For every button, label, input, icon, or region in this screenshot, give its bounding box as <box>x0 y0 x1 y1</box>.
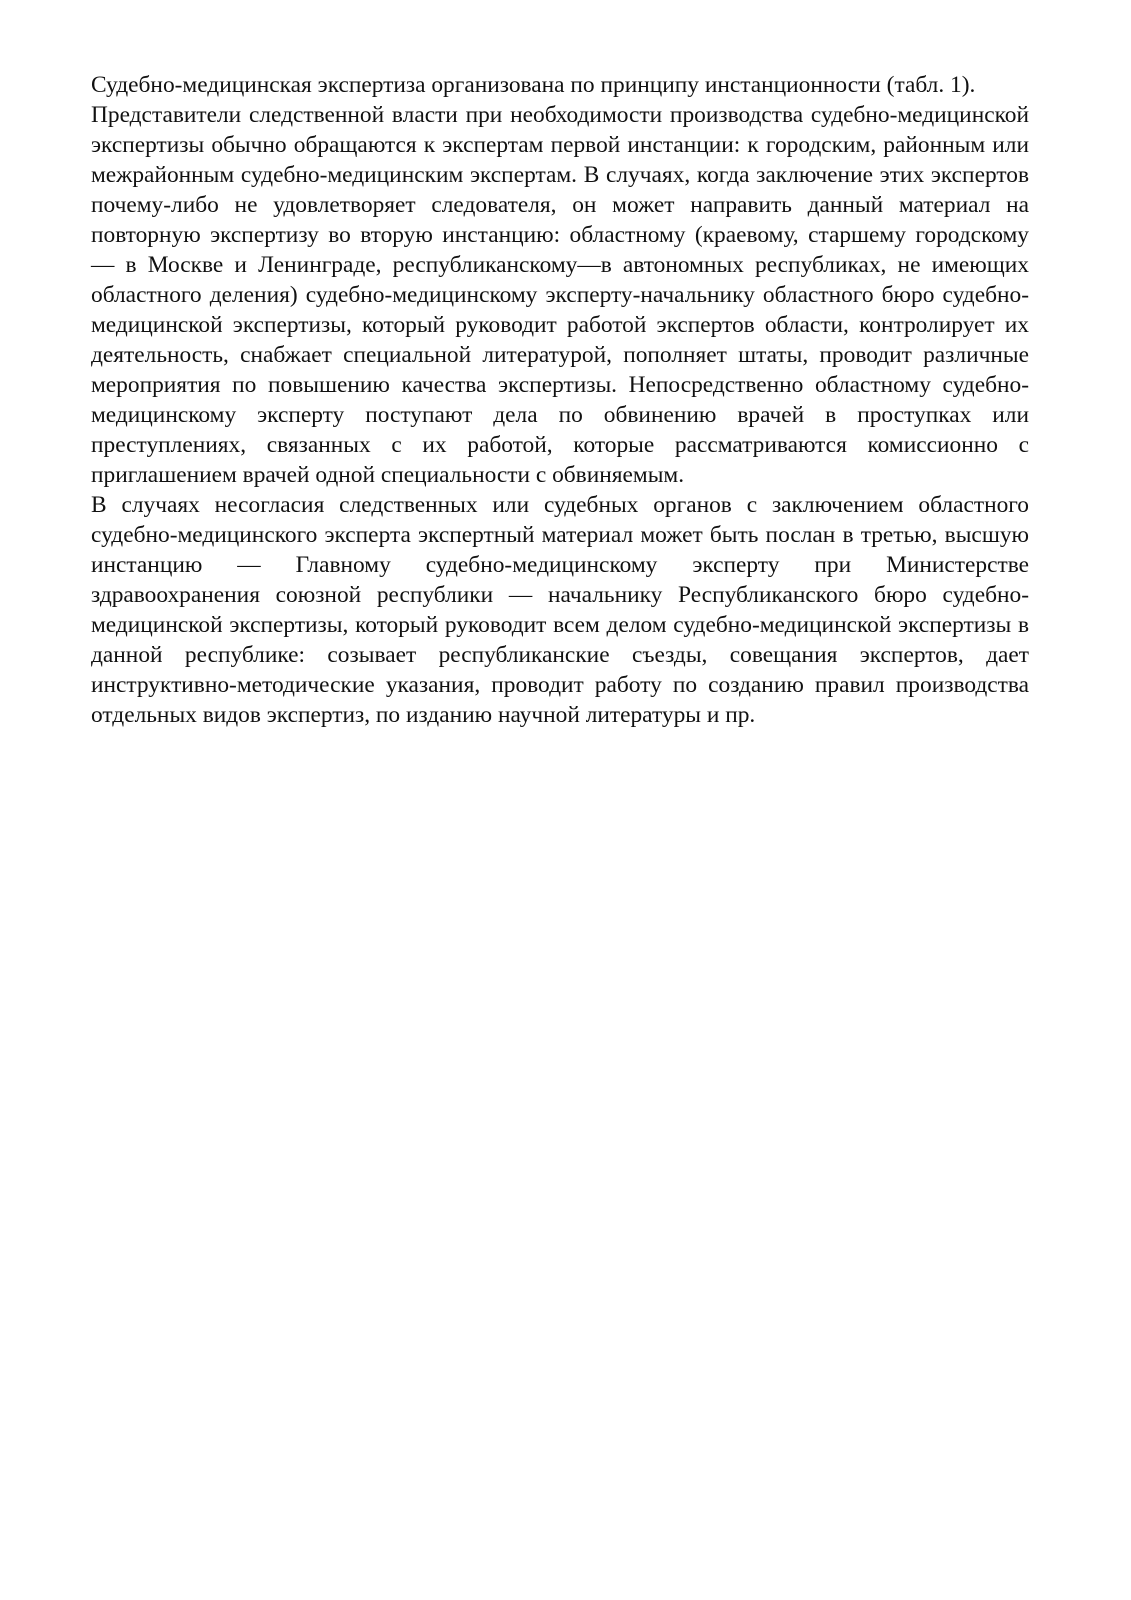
paragraph-first-second-instance: Представители следственной власти при необходимости производства судебно-медицинской экспертизы обычно обращаются к экспертам первой инстанции: к городским, районным или межрайонным судебно-медицинским экспертам. В случаях, когда заключение этих экспертов почему-либо не удовлетворяет следователя, он может направить данный материал на повторную экспертизу во вторую инстанцию: областному (краевому, старшему городскому — в Москве и Ленинграде, республиканскому—в автономных республиках, не имеющих областного деления) судебно-медицинскому эксперту-начальнику областного бюро судебно-медицинской экспертизы, который руководит работой экспертов области, контролирует их деятельность, снабжает специальной литературой, пополняет штаты, проводит различные мероприятия по повышению качества экспертизы. Непосредственно областному судебно-медицинскому эксперту поступают дела по обвинению врачей в проступках или преступлениях, связанных с их работой, которые рассматриваются комиссионно с приглашением врачей одной специальности с обвиняемым. <box>91 102 1029 488</box>
paragraph-intro: Судебно-медицинская экспертиза организована по принципу инстанционности (табл. 1). <box>91 72 976 98</box>
paragraph-third-instance: В случаях несогласия следственных или судебных органов с заключением областного судебно-медицинского эксперта экспертный материал может быть послан в третью, высшую инстанцию — Главному судебно-медицинскому эксперту при Министерстве здравоохранения союзной республики — начальнику Республиканского бюро судебно-медицинской экспертизы, который руководит всем делом судебно-медицинской экспертизы в данной республике: созывает республиканские съезды, совещания экспертов, дает инструктивно-методические указания, проводит работу по созданию правил производства отдельных видов экспертиз, по изданию научной литературы и пр. <box>91 492 1029 728</box>
document-body <box>91 70 1029 730</box>
